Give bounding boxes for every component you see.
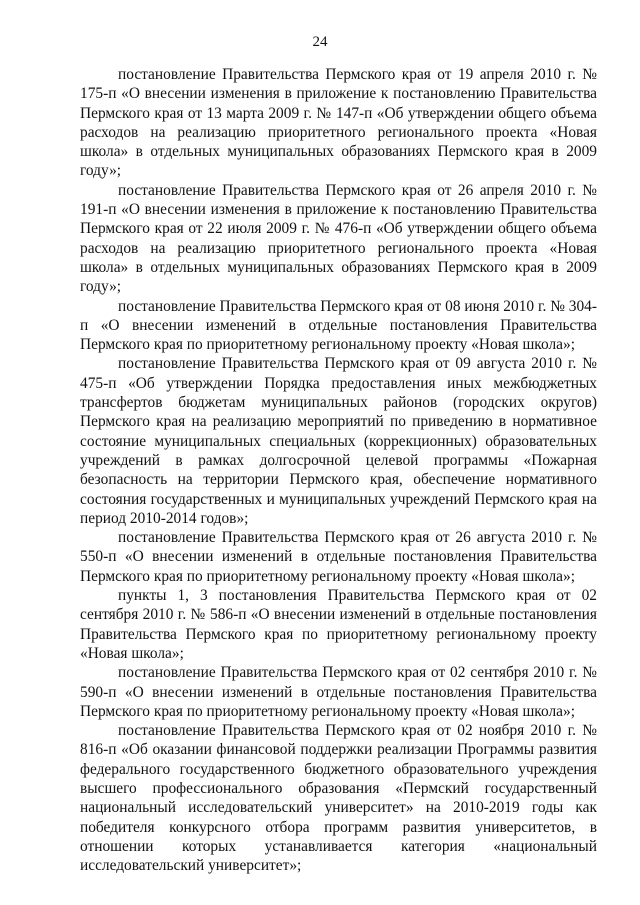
paragraph-resolution-590: постановление Правительства Пермского края от 02 сентября 2010 г. № 590-п «О внесении изменений в отдельные постановления Правительства Пермского края по приоритетному региональному проекту «Новая школа»; xyxy=(80,664,597,720)
paragraph-resolution-175: постановление Правительства Пермского края от 19 апреля 2010 г. № 175-п «О внесении изменения в приложение к постановлению Правительства Пермского края от 13 марта 2009 г. № 147-п «Об утверждении общего объема расходов на реализацию приоритетного регионального проекта «Новая школа» в отдельных муниципальных образованиях Пермского края в 2009 году»; xyxy=(80,66,597,180)
paragraph-resolution-304: постановление Правительства Пермского края от 08 июня 2010 г. № 304-п «О внесении изменений в отдельные постановления Правительства Пермского края по приоритетному региональному проекту «Новая школа»; xyxy=(80,297,597,354)
paragraph-resolution-191: постановление Правительства Пермского края от 26 апреля 2010 г. № 191-п «О внесении изменения в приложение к постановлению Правительства Пермского края от 22 июля 2009 г. № 476-п «Об утверждении общего объема расходов на реализацию приоритетного регионального проекта «Новая школа» в отдельных муниципальных образованиях Пермского края в 2009 году»; xyxy=(80,181,597,296)
paragraph-resolution-816: постановление Правительства Пермского края от 02 ноября 2010 г. № 816-п «Об оказании финансовой поддержки реализации Программы развития федерального государственного бюджетного образовательного учреждения высшего профессионального образования «Пермский государственный национальный исследовательский университет» на 2010-2019 годы как победителя конкурсного отбора программ развития университетов, в отношении которых устанавливается категория «национальный исследовательский университет»; xyxy=(80,722,597,875)
paragraph-resolution-586: пункты 1, 3 постановления Правительства Пермского края от 02 сентября 2010 г. № 586-п «О внесении изменений в отдельные постановления Правительства Пермского края по приоритетному региональному проекту «Новая школа»; xyxy=(80,587,597,662)
document-body xyxy=(80,65,597,875)
paragraph-resolution-475: постановление Правительства Пермского края от 09 августа 2010 г. № 475-п «Об утверждении Порядка предоставления иных межбюджетных трансфертов бюджетам муниципальных районов (городских округов) Пермского края на реализацию мероприятий по приведению в нормативное состояние муниципальных специальных (коррекционных) образовательных учреждений в рамках долгосрочной целевой программы «Пожарная безопасность на территории Пермского края, обеспечение нормативного состояния государственных и муниципальных учреждений Пермского края на период 2010-2014 годов»; xyxy=(80,355,597,527)
paragraph-resolution-550: постановление Правительства Пермского края от 26 августа 2010 г. № 550-п «О внесении изменений в отдельные постановления Правительства Пермского края по приоритетному региональному проекту «Новая школа»; xyxy=(80,529,597,585)
page-number: 24 xyxy=(312,34,328,50)
